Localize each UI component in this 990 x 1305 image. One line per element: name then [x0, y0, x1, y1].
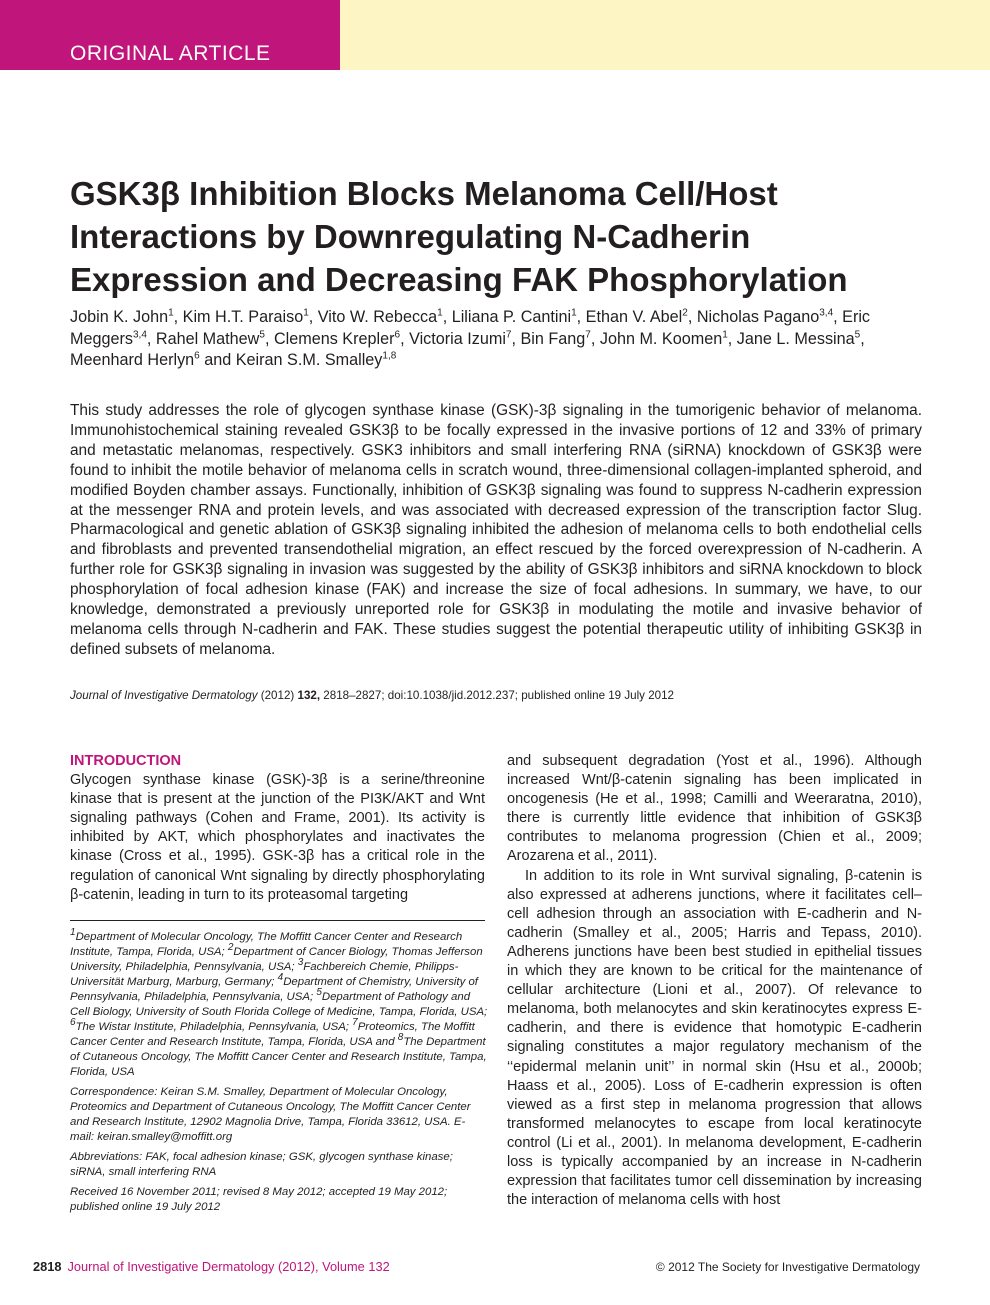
intro-right-paragraph-1: and subsequent degradation (Yost et al., 1996). Although increased Wnt/β-catenin signaling has been implicated in oncogenesis (He et al., 1998; Camilli and Weeraratna, 2010), there is currently little evidence that inhibition of GSK3β contributes to melanoma progression (Chien et al., 2009; Arozarena et al., 2011). — [507, 753, 922, 865]
citation-details: 2818–2827; doi:10.1038/jid.2012.237; published online 19 July 2012 — [320, 689, 674, 702]
affiliation-text: Department of Cancer Biology, Thomas Jefferson University, Philadelphia, Pennsylvania, USA; — [70, 946, 483, 973]
citation-volume: 132, — [297, 689, 321, 702]
author-name: Ethan V. Abel$^2$ — [585, 307, 688, 326]
abbreviations: Abbreviations: FAK, focal adhesion kinase; GSK, glycogen synthase kinase; siRNA, small interfering RNA — [70, 1151, 453, 1178]
left-column — [70, 752, 485, 905]
author-name: Eric Meggers$^{3,4}$ — [70, 308, 871, 348]
citation-line — [70, 688, 930, 704]
author-list: Jobin K. John$^1$, Kim H.T. Paraiso$^1$, Vito W. Rebecca$^1$, Liliana P. Cantini$^1$, Ethan V. Abel$^2$, Nicholas Pagano$^{3,4}$, Eric Meggers$^{3,4}$, Rahel Mathew$^5$, Clemens Krepler$^6$, Victoria Izumi$^7$, Bin Fang$^7$, John M. Koomen$^1$, Jane L. Messina$^5$, Meenhard Herlyn$^6$ and Keiran S.M. Smalley$^{1,8}$ — [70, 307, 871, 369]
page-number: 2818 — [33, 1259, 62, 1274]
affiliation-text: Department of Pathology and Cell Biology, University of South Florida College of Medicine, Tampa, Florida, USA; — [70, 991, 488, 1018]
affiliation-text: Proteomics, The Moffitt Cancer Center and Research Institute, Tampa, Florida, USA and — [70, 1021, 475, 1048]
affiliation-number: 7 — [352, 1017, 358, 1029]
affiliation-number: 3 — [297, 957, 304, 969]
received-dates: Received 16 November 2011; revised 8 May 2012; accepted 19 May 2012; published online 19 July 2012 — [70, 1186, 448, 1213]
author-name: Vito W. Rebecca$^1$ — [317, 307, 443, 326]
footer-journal: Journal of Investigative Dermatology (2012), Volume 132 — [67, 1259, 390, 1274]
copyright: © 2012 The Society for Investigative Dermatology — [655, 1260, 920, 1274]
affiliation-text: The Wistar Institute, Philadelphia, Pennsylvania, USA; — [75, 1021, 353, 1033]
affiliation-number: 1 — [70, 927, 76, 939]
abstract: This study addresses the role of glycogen synthase kinase (GSK)-3β signaling in the tumorigenic behavior of melanoma. Immunohistochemical staining revealed GSK3β to be focally expressed in the invasive portions of 12 and 33% of primary and metastatic melanomas, respectively. GSK3 inhibitors and small interfering RNA (siRNA) knockdown of GSK3β were found to inhibit the motile behavior of melanoma cells in scratch wound, three-dimensional collagen-implanted spheroid, and modified Boyden chamber assays. Functionally, inhibition of GSK3β signaling was found to suppress N-cadherin expression at the messenger RNA and protein levels, and was associated with decreased expression of the transcription factor Slug. Pharmacological and genetic ablation of GSK3β signaling inhibited the adhesion of melanoma cells to both endothelial cells and fibroblasts and prevented transendothelial migration, an effect rescued by the forced overexpression of N-cadherin. A further role for GSK3β signaling in invasion was suggested by the ability of GSK3β inhibitors and siRNA knockdown to block phosphorylation of focal adhesion kinase (FAK) and increase the size of focal adhesions. In summary, we have, to our knowledge, demonstrated a previously unreported role for GSK3β in modulating the motile and invasive behavior of melanoma cells through N-cadherin and FAK. These studies suggest the potential therapeutic utility of inhibiting GSK3β in defined subsets of melanoma. — [70, 402, 922, 658]
intro-left-paragraph: Glycogen synthase kinase (GSK)-3β is a serine/threonine kinase that is present at the junction of the PI3K/AKT and Wnt signaling pathways (Cohen and Frame, 2001). Its activity is inhibited by AKT, which phosphorylates and inactivates the kinase (Cross et al., 1995). GSK-3β has a critical role in the regulation of canonical Wnt signaling by directly phosphorylating β-catenin, leading in turn to its proteasomal targeting — [70, 772, 485, 903]
citation-journal: Journal of Investigative Dermatology — [70, 689, 258, 702]
correspondence: Correspondence: Keiran S.M. Smalley, Department of Molecular Oncology, Proteomics and Department of Cutaneous Oncology, The Moffitt Cancer Center and Research Institute, 12902 Magnolia Drive, Tampa, Florida 33612, USA. E-mail: keiran.smalley@moffitt.org — [70, 1086, 471, 1143]
footnote-divider — [70, 920, 485, 921]
affiliation-text: Department of Molecular Oncology, The Moffitt Cancer Center and Research Institute, Tampa, Florida, USA; — [70, 931, 463, 958]
author-name: Liliana P. Cantini$^1$ — [451, 307, 577, 326]
affiliation-number: 5 — [316, 987, 322, 999]
right-column — [507, 752, 922, 1210]
affiliation-text: The Department of Cutaneous Oncology, The Moffitt Cancer Center and Research Institute, Tampa, Florida, USA — [70, 1036, 487, 1078]
footnotes — [70, 927, 488, 1220]
author-name: Kim H.T. Paraiso$^1$ — [182, 307, 309, 326]
affiliation-text: Department of Chemistry, University of Pennsylvania, Philadelphia, Pennsylvania, USA; — [70, 976, 478, 1003]
affiliation-number: 8 — [397, 1032, 404, 1044]
author-name: Jobin K. John$^1$ — [70, 307, 174, 326]
header-band-yellow — [340, 0, 990, 70]
author-name: Jane L. Messina$^5$ — [736, 329, 861, 348]
author-name: Meenhard Herlyn$^6$ — [70, 350, 200, 369]
affiliation-number: 4 — [277, 972, 284, 984]
introduction-heading: INTRODUCTION — [70, 753, 182, 769]
affiliation-number: 2 — [227, 942, 234, 954]
author-name: Keiran S.M. Smalley$^{1,8}$ — [235, 350, 397, 369]
intro-right-paragraph-2: In addition to its role in Wnt survival signaling, β-catenin is also expressed at adherens junctions, where it facilitates cell–cell adhesion through an association with E-cadherin and N-cadherin (Smalley et al., 2005; Harris and Tepass, 2010). Adherens junctions have been best studied in epithelial tissues in which they are known to be critical for the maintenance of cellular architecture (Lioni et al., 2007). Of relevance to melanoma, both melanocytes and skin keratinocytes express E-cadherin, and there is evidence that homotypic E-cadherin signaling constitutes a major regulatory mechanism of the ‘‘epidermal melanin unit’’ in normal skin (Hsu et al., 2000b; Haass et al., 2005). Loss of E-cadherin expression is often viewed as a first step in melanoma progression that allows transformed melanocytes to escape from local keratinocyte control (Li et al., 2001). In melanoma development, E-cadherin loss is typically accompanied by an increase in N-cadherin expression that facilitates tumor cell dissemination by increasing the interaction of melanoma cells with host — [507, 867, 922, 1209]
article-title: GSK3β Inhibition Blocks Melanoma Cell/Host Interactions by Downregulating N-Cadherin Expression and Decreasing FAK Phosphorylation — [70, 175, 848, 298]
author-name: Nicholas Pagano$^{3,4}$ — [696, 307, 834, 326]
author-name: Victoria Izumi$^7$ — [409, 329, 512, 348]
author-name: John M. Koomen$^1$ — [599, 329, 728, 348]
author-name: Bin Fang$^7$ — [520, 329, 591, 348]
citation-year: (2012) — [257, 689, 298, 702]
author-name: Clemens Krepler$^6$ — [273, 329, 401, 348]
page-footer-left — [33, 1259, 390, 1275]
affiliations — [70, 927, 488, 1080]
affiliation-text: Fachbereich Chemie, Philipps-Universität Marburg, Marburg, Germany; — [70, 961, 459, 988]
affiliation-number: 6 — [70, 1017, 76, 1029]
author-name: Rahel Mathew$^5$ — [155, 329, 265, 348]
section-label: ORIGINAL ARTICLE — [70, 42, 271, 65]
